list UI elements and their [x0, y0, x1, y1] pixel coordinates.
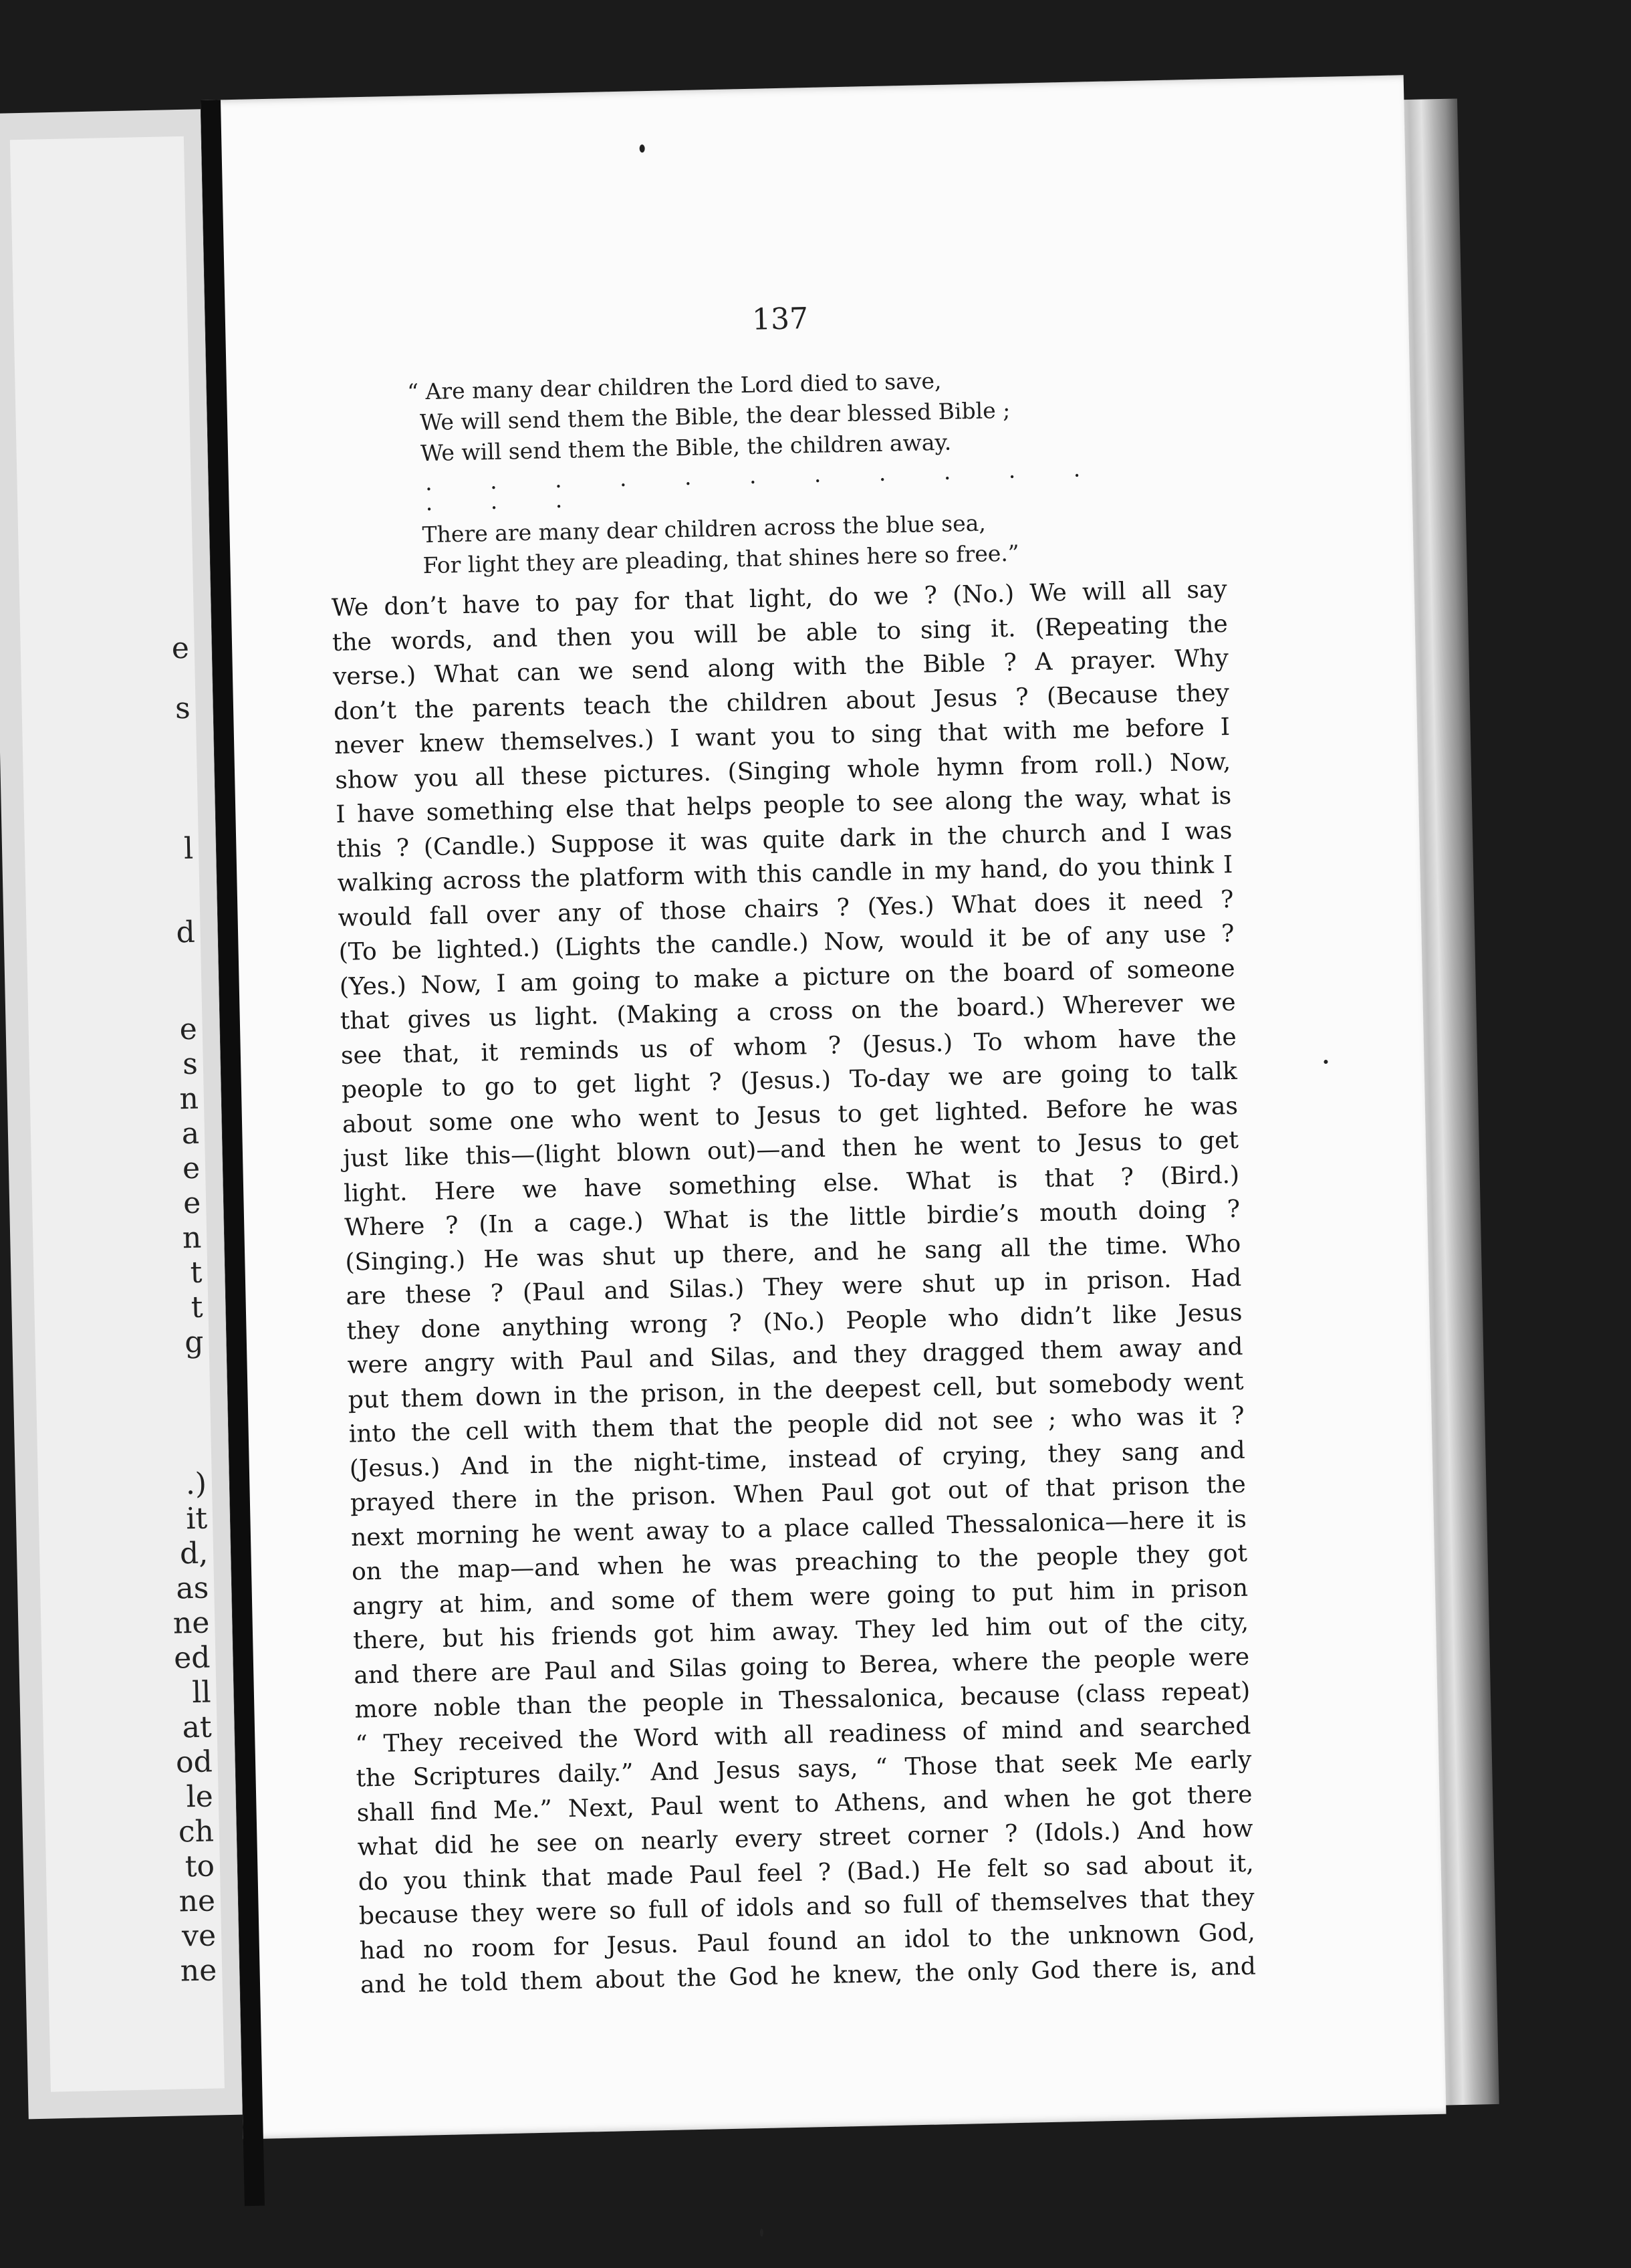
verse-line: There are many dear children across the blue sea,	[422, 509, 987, 548]
body-line: show you all these pictures. (Singing whole hymn from roll.) Now,	[334, 748, 1231, 794]
left-fragment: a	[181, 1116, 200, 1151]
body-line: I have something else that helps people to see along the way, what is	[335, 782, 1232, 828]
left-fragment: e	[179, 1012, 198, 1047]
book-page	[201, 75, 1446, 2139]
body-line: light. Here we have something else. What is that ? (Bird.)	[343, 1161, 1240, 1208]
left-fragment: t	[190, 1255, 203, 1290]
body-line: shall find Me.” Next, Paul went to Athens, and when he got there	[356, 1781, 1253, 1827]
left-fragment: n	[182, 1220, 202, 1256]
body-line: more noble than the people in Thessalonica, because (class repeat)	[354, 1677, 1251, 1724]
body-line: the words, and then you will be able to sing it. (Repeating the	[332, 610, 1229, 657]
left-fragment: ch	[178, 1814, 215, 1849]
left-fragment: od	[175, 1744, 213, 1780]
body-line: We don’t have to pay for that light, do we ? (No.) We will all say	[331, 576, 1228, 622]
body-line: what did he see on nearly every street corner ? (Idols.) And how	[357, 1815, 1253, 1861]
left-fragment: e	[182, 1151, 201, 1186]
body-line: are these ? (Paul and Silas.) They were shut up in prison. Had	[346, 1264, 1242, 1311]
left-fragment: d	[176, 915, 196, 950]
body-line: on the map—and when he was preaching to the people they got	[351, 1539, 1248, 1586]
left-fragment: n	[179, 1081, 199, 1117]
body-line: (Jesus.) And in the night-time, instead of crying, they sang and	[349, 1436, 1246, 1483]
print-speck	[760, 2229, 763, 2237]
body-line: that gives us light. (Making a cross on the board.) Wherever we	[340, 988, 1237, 1035]
body-line: there, but his friends got him away. They led him out of the city,	[352, 1608, 1249, 1655]
left-fragment: e	[182, 1185, 201, 1221]
body-line: (Singing.) He was shut up there, and he sang all the time. Who	[345, 1230, 1241, 1276]
body-line: people to go to get light ? (Jesus.) To-day we are going to talk	[341, 1057, 1238, 1104]
body-line: walking across the platform with this candle in my hand, do you think I	[337, 850, 1233, 897]
body-line: (To be lighted.) (Lights the candle.) Now, would it be of any use ?	[338, 919, 1235, 966]
body-line: (Yes.) Now, I am going to make a picture on the board of someone	[339, 954, 1235, 1001]
verse-ellipsis-dots: . . . . . . . . . . . . . .	[424, 455, 1106, 516]
page-number: 137	[751, 302, 809, 337]
body-line: about some one who went to Jesus to get lighted. Before he was	[342, 1092, 1239, 1139]
body-line: and he told them about the God he knew, the only God there is, and	[360, 1952, 1257, 1999]
left-fragment: ne	[178, 1884, 216, 1919]
body-line: never knew themselves.) I want you to sing that with me before I	[334, 713, 1231, 760]
body-line: just like this—(light blown out)—and then he went to Jesus to get	[342, 1126, 1239, 1173]
verse-line: We will send them the Bible, the dear blessed Bible ;	[419, 396, 1011, 436]
body-line: angry at him, and some of them were going to put him in prison	[352, 1574, 1249, 1621]
left-fragment: as	[175, 1571, 209, 1606]
body-line: “ They received the Word with all readiness of mind and searched	[355, 1712, 1251, 1759]
print-speck	[640, 144, 645, 152]
body-line: next morning he went away to a place called Thessalonica—here it is	[350, 1505, 1247, 1552]
body-line: would fall over any of those chairs ? (Yes.) What does it need ?	[338, 885, 1234, 932]
body-line: they done anything wrong ? (No.) People who didn’t like Jesus	[346, 1298, 1243, 1345]
body-paragraph	[331, 572, 1256, 2003]
body-line: don’t the parents teach the children about Jesus ? (Because they	[333, 679, 1230, 725]
body-line: were angry with Paul and Silas, and they dragged them away and	[347, 1333, 1243, 1379]
left-fragment: s	[182, 1046, 199, 1082]
left-fragment: at	[182, 1710, 213, 1745]
left-fragment: ed	[173, 1640, 211, 1676]
body-line: because they were so full of idols and so full of themselves that they	[358, 1884, 1255, 1930]
body-line: do you think that made Paul feel ? (Bad.) He felt so sad about it,	[358, 1849, 1254, 1896]
left-fragment: t	[191, 1290, 203, 1325]
left-fragment: to	[184, 1849, 215, 1884]
body-line: prayed there in the prison. When Paul got out of that prison the	[350, 1470, 1247, 1517]
left-page-edge	[0, 109, 243, 2119]
body-line: this ? (Candle.) Suppose it was quite dark in the church and I was	[336, 816, 1233, 863]
left-fragment: ne	[180, 1953, 217, 1989]
hymn-verse	[407, 362, 1146, 582]
body-line: verse.) What can we send along with the Bible ? A prayer. Why	[332, 644, 1229, 691]
left-fragment: ne	[172, 1605, 210, 1641]
body-line: the Scriptures daily.” And Jesus says, “ Those that seek Me early	[356, 1746, 1252, 1793]
left-fragment: g	[184, 1325, 205, 1360]
body-line: Where ? (In a cage.) What is the little birdie’s mouth doing ?	[344, 1195, 1241, 1242]
left-fragment: ve	[181, 1918, 217, 1954]
body-line: and there are Paul and Silas going to Berea, where the people were	[353, 1643, 1250, 1690]
body-line: see that, it reminds us of whom ? (Jesus.) To whom have the	[340, 1023, 1237, 1070]
body-line: into the cell with them that the people did not see ; who was it ?	[348, 1401, 1245, 1448]
verse-line: We will send them the Bible, the children away.	[420, 429, 952, 467]
left-fragment: s	[174, 691, 191, 726]
left-fragment: d,	[179, 1536, 209, 1571]
left-page-paper	[10, 136, 225, 2092]
verse-line: For light they are pleading, that shines here so free.”	[422, 540, 1020, 579]
body-line: had no room for Jesus. Paul found an idol to the unknown God,	[359, 1918, 1256, 1965]
body-line: put them down in the prison, in the deepest cell, but somebody went	[348, 1367, 1244, 1414]
left-fragment: it	[185, 1501, 208, 1537]
left-fragment: ll	[191, 1675, 212, 1710]
left-fragment: l	[183, 831, 194, 867]
print-speck	[1324, 1060, 1328, 1064]
left-fragment: e	[171, 631, 190, 666]
left-page-fragments	[10, 136, 225, 2092]
verse-line: “ Are many dear children the Lord died to save,	[406, 367, 942, 405]
left-fragment: le	[186, 1779, 214, 1815]
left-fragment: .)	[185, 1466, 207, 1502]
